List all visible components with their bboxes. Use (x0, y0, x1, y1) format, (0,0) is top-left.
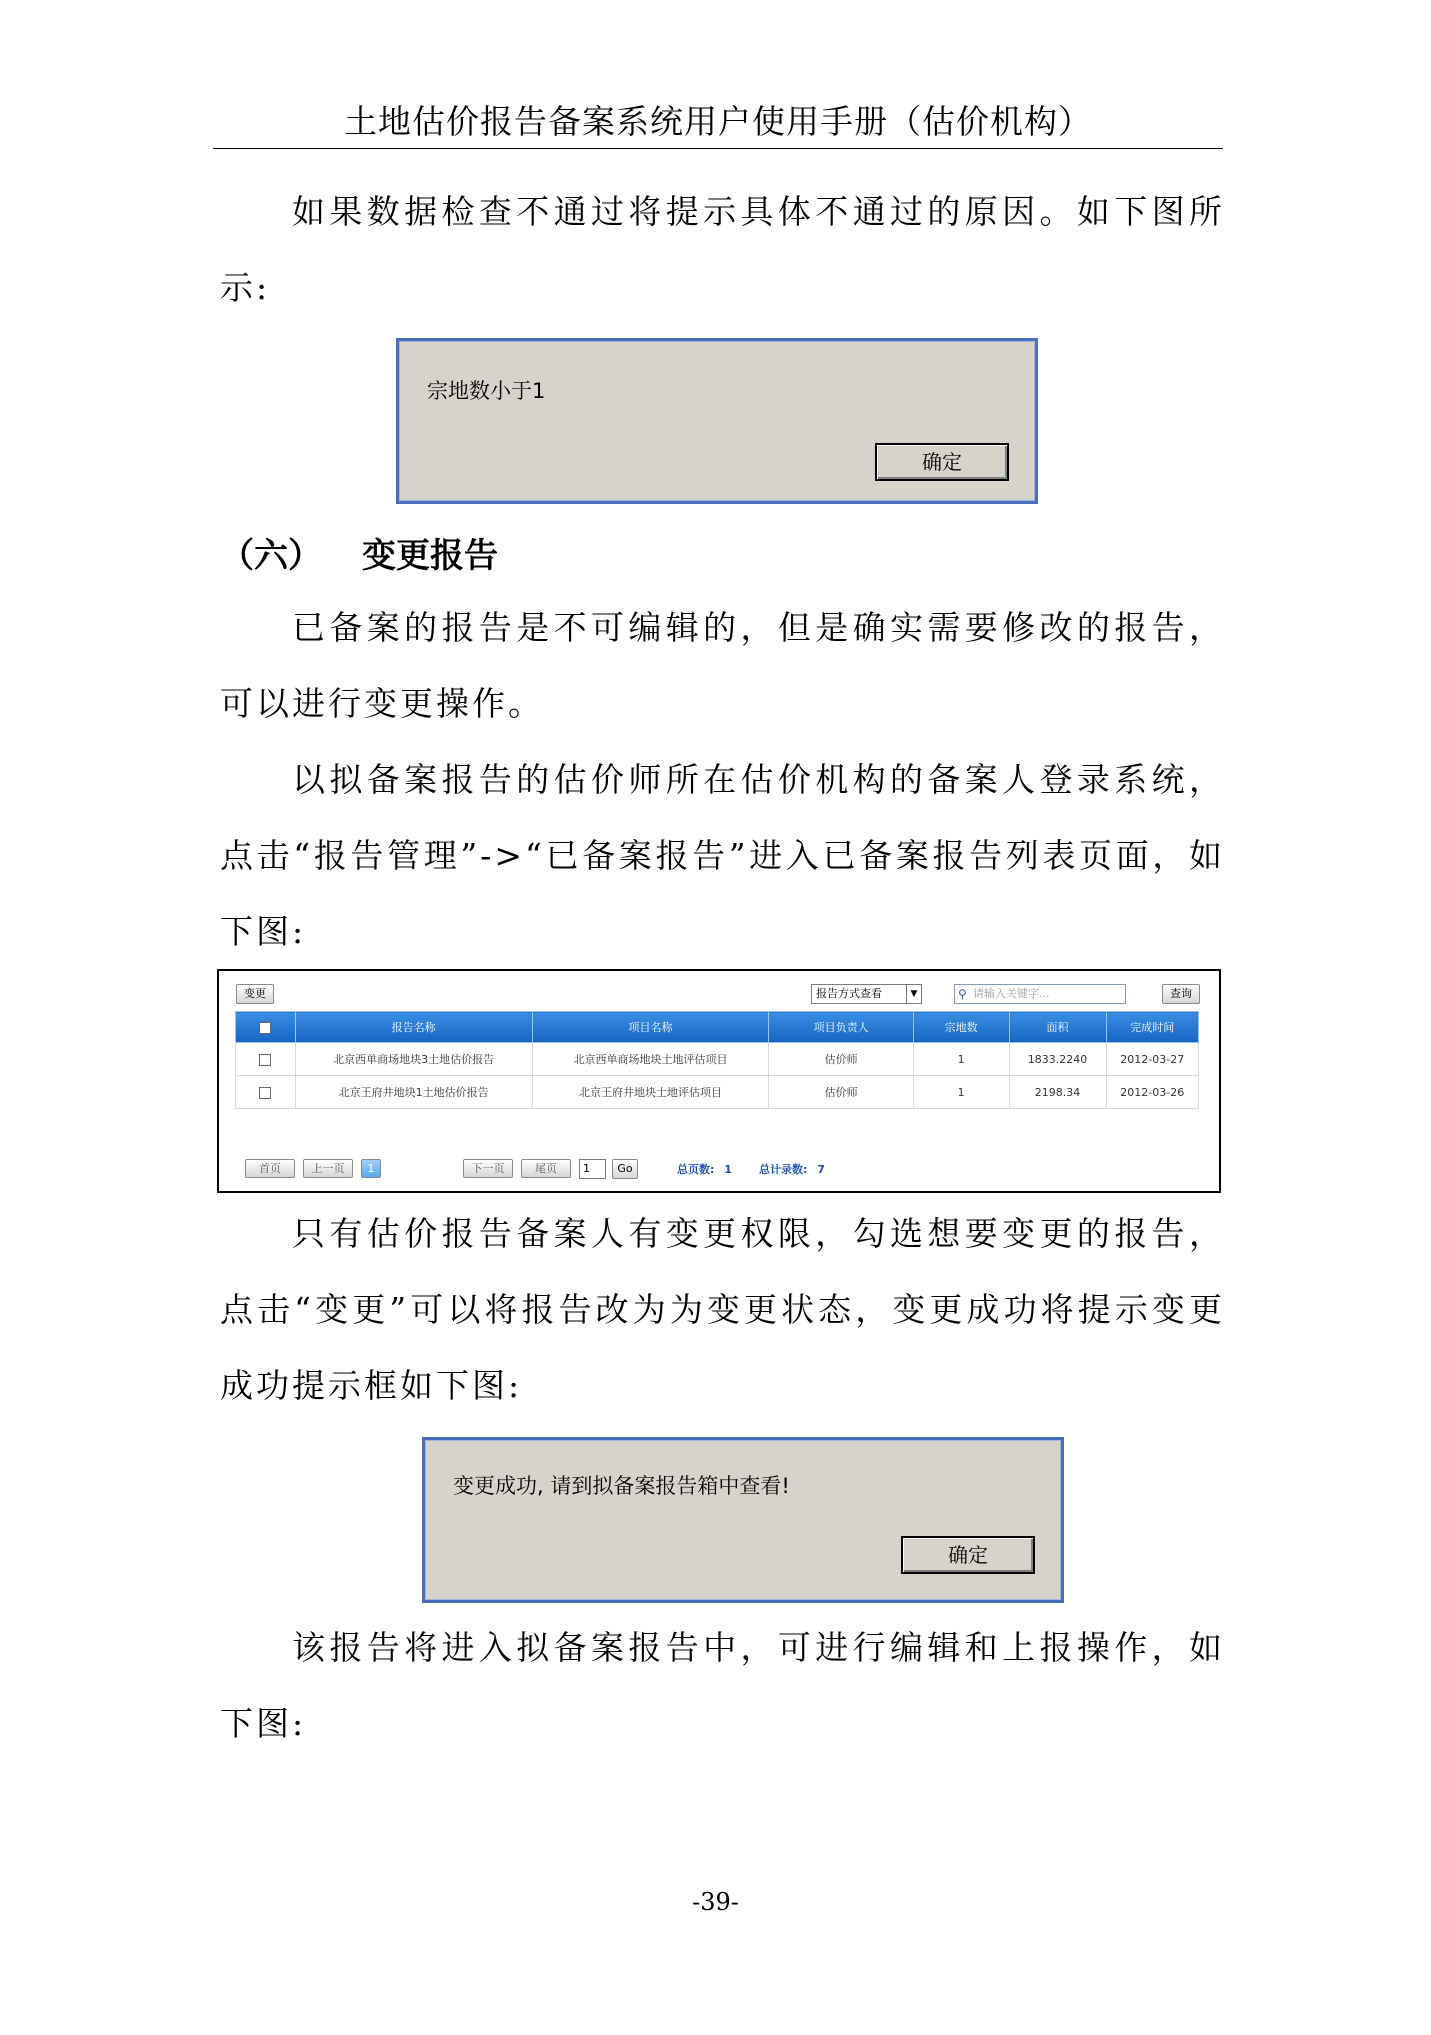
column-header[interactable]: 面积 (1009, 1012, 1106, 1043)
prev-page-button[interactable]: 上一页 (303, 1159, 353, 1178)
current-page-indicator[interactable]: 1 (361, 1159, 381, 1178)
dialog-message: 变更成功, 请到拟备案报告箱中查看! (453, 1474, 790, 1498)
paragraph-data-check: 如果数据检查不通过将提示具体不通过的原因。如下图所示: (220, 192, 1225, 307)
row-checkbox[interactable] (259, 1087, 271, 1099)
search-icon: ⚲ (958, 987, 967, 1001)
select-all-header[interactable] (236, 1012, 296, 1043)
page-number: -39- (692, 1888, 739, 1916)
table-row[interactable] (236, 1076, 1199, 1109)
column-header[interactable]: 项目名称 (532, 1012, 769, 1043)
select-all-checkbox[interactable] (259, 1022, 271, 1034)
row-select-cell[interactable] (236, 1076, 296, 1109)
paragraph-next-step: 该报告将进入拟备案报告中，可进行编辑和上报操作，如下图: (220, 1628, 1225, 1743)
filed-report-list-screenshot (217, 969, 1221, 1193)
finish-date-cell: 2012-03-26 (1106, 1076, 1198, 1109)
section-heading (220, 528, 498, 577)
view-mode-select[interactable] (811, 984, 922, 1004)
dialog-message: 宗地数小于1 (427, 379, 546, 403)
last-page-button[interactable]: 尾页 (521, 1159, 571, 1178)
report-name-cell[interactable]: 北京西单商场地块3土地估价报告 (295, 1043, 532, 1076)
project-name-cell: 北京王府井地块土地评估项目 (532, 1076, 769, 1109)
page-number-input[interactable]: 1 (579, 1159, 606, 1179)
row-checkbox[interactable] (259, 1054, 271, 1066)
total-pages-value: 1 (724, 1163, 732, 1176)
table-row[interactable] (236, 1043, 1199, 1076)
column-header[interactable]: 宗地数 (913, 1012, 1009, 1043)
chevron-down-icon[interactable]: ▼ (906, 985, 921, 1003)
total-records-value: 7 (817, 1163, 825, 1176)
ok-button[interactable]: 确定 (901, 1536, 1035, 1574)
report-name-cell[interactable]: 北京王府井地块1土地估价报告 (295, 1076, 532, 1109)
total-records-label: 总计录数: (759, 1163, 808, 1176)
area-cell: 2198.34 (1009, 1076, 1106, 1109)
section-number: （六） (220, 536, 322, 576)
search-button[interactable]: 查询 (1162, 984, 1200, 1004)
search-placeholder: 请输入关键字... (973, 987, 1050, 1000)
next-page-button[interactable]: 下一页 (463, 1159, 513, 1178)
first-page-button[interactable]: 首页 (245, 1159, 295, 1178)
leader-cell: 估价师 (769, 1043, 913, 1076)
paragraph-intro: 已备案的报告是不可编辑的，但是确实需要修改的报告，可以进行变更操作。 (220, 608, 1225, 723)
table-header-row (236, 1012, 1199, 1043)
leader-cell: 估价师 (769, 1076, 913, 1109)
header-rule (213, 148, 1223, 149)
ok-button[interactable]: 确定 (875, 443, 1009, 481)
search-input[interactable] (954, 984, 1126, 1004)
paragraph-login: 以拟备案报告的估价师所在估价机构的备案人登录系统，点击“报告管理”->“已备案报告”进入已备案报告列表页面，如下图: (220, 760, 1225, 951)
column-header[interactable]: 项目负责人 (769, 1012, 913, 1043)
finish-date-cell: 2012-03-27 (1106, 1043, 1198, 1076)
document-header: 土地估价报告备案系统用户使用手册（估价机构） (344, 102, 1092, 141)
view-mode-value: 报告方式查看 (816, 987, 882, 1000)
total-records (759, 1161, 825, 1177)
column-header[interactable]: 报告名称 (295, 1012, 532, 1043)
total-pages (677, 1161, 732, 1177)
report-table (235, 1011, 1199, 1109)
total-pages-label: 总页数: (677, 1163, 715, 1176)
change-button[interactable]: 变更 (236, 984, 274, 1004)
column-header[interactable]: 完成时间 (1106, 1012, 1198, 1043)
go-button[interactable]: Go (612, 1159, 638, 1179)
row-select-cell[interactable] (236, 1043, 296, 1076)
section-title: 变更报告 (362, 536, 498, 576)
error-dialog (396, 338, 1038, 504)
success-dialog (422, 1437, 1064, 1603)
parcels-cell: 1 (913, 1043, 1009, 1076)
paragraph-change-permission: 只有估价报告备案人有变更权限，勾选想要变更的报告，点击“变更”可以将报告改为为变更状态，变更成功将提示变更成功提示框如下图: (220, 1214, 1225, 1405)
project-name-cell: 北京西单商场地块土地评估项目 (532, 1043, 769, 1076)
parcels-cell: 1 (913, 1076, 1009, 1109)
area-cell: 1833.2240 (1009, 1043, 1106, 1076)
